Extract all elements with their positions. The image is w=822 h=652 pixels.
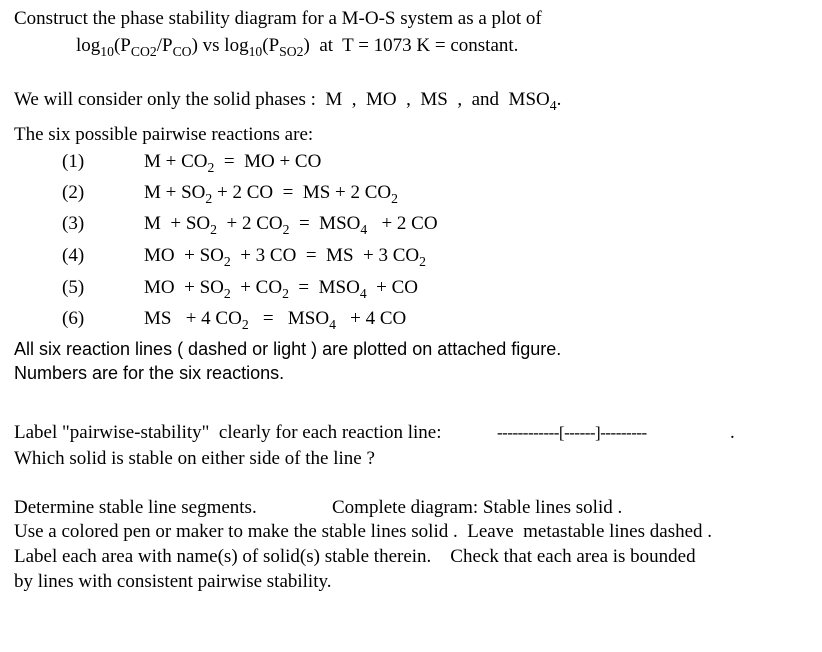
reaction-number: (2): [62, 182, 85, 203]
label-instruction-text: Label "pairwise-stability" clearly for each reaction line:: [14, 422, 442, 443]
pressure-so2: (P: [262, 35, 280, 56]
eq-sub: 2: [223, 253, 231, 269]
eq-sub: 4: [329, 316, 336, 332]
eq-part: + 2 CO: [217, 213, 283, 234]
log-base-2: 10: [248, 43, 263, 59]
eq-part: M + CO: [144, 151, 208, 172]
label-question: Which solid is stable on either side of the line ?: [14, 448, 375, 469]
intro-line-2: [76, 35, 518, 57]
pressure-co2: (P: [113, 35, 131, 56]
pressure-co2-sub: CO2: [130, 43, 157, 59]
final-line-2: Use a colored pen or maker to make the stable lines solid . Leave metastable lines dashed .: [14, 521, 713, 542]
eq-part: + 3 CO = MS + 3 CO: [230, 245, 420, 266]
paren-close-2: ): [303, 35, 310, 56]
final-line-3: Label each area with name(s) of solid(s) stable therein. Check that each area is bounded: [14, 546, 696, 567]
vs-text: vs: [197, 35, 225, 56]
eq-part: = MSO: [289, 213, 361, 234]
eq-sub: 2: [210, 221, 217, 237]
phases-line: [14, 89, 561, 111]
plotted-line-1: All six reaction lines ( dashed or light ) are plotted on attached figure.: [14, 339, 562, 359]
stability-marker-dot: .: [730, 422, 735, 443]
pressure-co-sub: CO: [172, 43, 192, 59]
eq-part: MO + SO: [144, 277, 224, 298]
intro-line-1: Construct the phase stability diagram for a M-O-S system as a plot of: [14, 8, 542, 29]
reaction-equation: [144, 151, 321, 173]
eq-sub: 2: [282, 285, 289, 301]
log-base: 10: [100, 43, 114, 59]
phases-sub: 4: [549, 97, 557, 113]
eq-part: + 4 CO: [335, 308, 407, 329]
reaction-equation: [144, 245, 426, 267]
final-line-1a: Determine stable line segments.: [14, 497, 257, 518]
eq-part: M + SO: [144, 182, 206, 203]
pressure-co: /P: [156, 35, 173, 56]
eq-part: M + SO: [144, 213, 211, 234]
reaction-number: (1): [62, 151, 85, 172]
final-line-4: by lines with consistent pairwise stability.: [14, 571, 332, 592]
reaction-equation: [144, 308, 406, 330]
log-text-2: log: [224, 35, 249, 56]
reaction-equation: [144, 182, 398, 204]
label-instruction: [14, 422, 442, 444]
plotted-line-2: Numbers are for the six reactions.: [14, 363, 285, 383]
reaction-number: (3): [62, 213, 85, 234]
eq-sub: 2: [282, 221, 290, 237]
final-line-1b: Complete diagram: Stable lines solid .: [332, 497, 623, 518]
reaction-number: (6): [62, 308, 85, 329]
phases-tail: .: [556, 89, 562, 110]
log-text: log: [76, 35, 101, 56]
eq-sub: 2: [207, 159, 215, 175]
reaction-number: (4): [62, 245, 85, 266]
reaction-equation: [144, 213, 438, 235]
eq-sub: 2: [419, 253, 426, 269]
reactions-heading: The six possible pairwise reactions are:: [14, 124, 314, 145]
temperature-text: at T = 1073 K = constant.: [309, 35, 519, 56]
eq-part: + CO: [366, 277, 419, 298]
eq-part: + 2 CO = MS + 2 CO: [212, 182, 392, 203]
stability-marker: ------------[------]---------: [497, 423, 647, 442]
reaction-equation: [144, 277, 418, 299]
eq-sub: 2: [223, 285, 231, 301]
eq-part: + CO: [230, 277, 283, 298]
eq-part: MO + SO: [144, 245, 224, 266]
eq-part: = MSO: [288, 277, 360, 298]
pressure-so2-sub: SO2: [279, 43, 304, 59]
phases-text: We will consider only the solid phases : M , MO , MS , and MSO: [14, 89, 550, 110]
eq-sub: 2: [205, 190, 213, 206]
reaction-number: (5): [62, 277, 85, 298]
eq-part: = MO + CO: [214, 151, 322, 172]
eq-part: MS + 4 CO: [144, 308, 242, 329]
eq-part: + 2 CO: [367, 213, 438, 234]
paren-close: ): [191, 35, 198, 56]
eq-sub: 2: [241, 316, 249, 332]
eq-sub: 2: [391, 190, 398, 206]
eq-sub: 4: [360, 221, 368, 237]
eq-part: = MSO: [248, 308, 330, 329]
eq-sub: 4: [359, 285, 367, 301]
